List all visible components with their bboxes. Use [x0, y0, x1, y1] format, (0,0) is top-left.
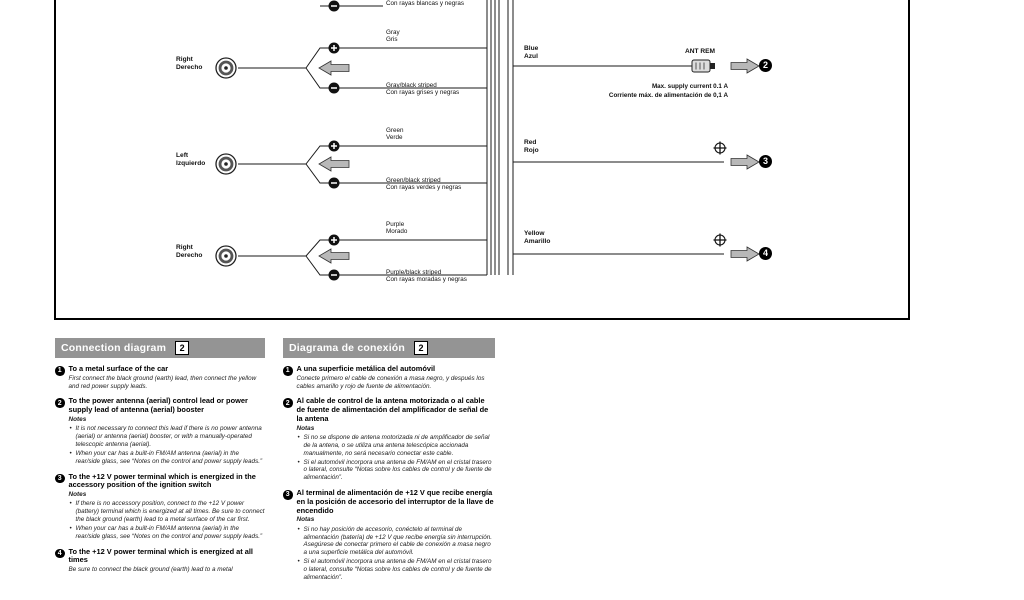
instruction-heading: To the +12 V power terminal which is energized at all times — [68, 546, 253, 565]
instruction-heading: To a metal surface of the car — [68, 364, 169, 373]
bullet-connector-icon — [714, 234, 727, 247]
instruction-item — [283, 489, 495, 582]
step-badge-4: 4 — [759, 247, 772, 260]
wire-name-en: Green/black striped — [386, 177, 441, 184]
wire-label-red — [524, 139, 539, 155]
right-arrow-icon — [731, 59, 759, 261]
wire-bundle — [487, 0, 513, 275]
note-bullet: • When your car has a built-in FM/AM antenna (aerial) in the rear/side glass, see “Notes on the control and power supply leads.” — [69, 525, 266, 541]
section-title: Diagrama de conexión — [289, 342, 406, 354]
wire-name-en: Gray/black striped — [386, 82, 437, 89]
ant-rem-connector-icon — [692, 60, 715, 72]
wire-name-en: Purple/black striped — [386, 269, 442, 276]
minus-terminal-icon — [329, 178, 340, 189]
minus-terminal-icon — [329, 270, 340, 281]
wire-name-es: Con rayas moradas y negras — [386, 276, 467, 284]
bullet-connector-icon — [714, 142, 727, 155]
note-bullet: • Si el automóvil incorpora una antena de FM/AM en el cristal trasero o lateral, consulte “Notas sobre los cables de control y de fuente de alimentación”. — [297, 459, 496, 483]
instruction-heading: Al cable de control de la antena motorizada o al cable de fuente de alimentación del amplificador de señal de la antena — [296, 396, 489, 423]
wiring-diagram-panel — [54, 0, 910, 320]
step-number-badge: 2 — [283, 398, 293, 408]
note-bullet: • It is not necessary to connect this lead if there is no power antenna (aerial) or antenna (aerial) booster, or with a manually-operated telescopic antenna (aerial). — [69, 425, 266, 449]
wire-name-en: Green — [386, 127, 404, 134]
instruction-item — [55, 397, 265, 465]
instruction-heading: To the +12 V power terminal which is energized in the accessory position of the ignition switch — [68, 471, 256, 490]
wire-name-es: Verde — [386, 134, 403, 142]
wire-name-es: Morado — [386, 228, 408, 236]
ant-rem-label: ANT REM — [685, 48, 716, 55]
wire-name-es: Rojo — [524, 147, 539, 155]
plus-terminal-icon — [329, 141, 340, 152]
instruction-body — [69, 365, 266, 390]
section-title: Connection diagram — [61, 342, 167, 354]
section-number-badge: 2 — [175, 341, 189, 355]
step-number-badge: 1 — [283, 366, 293, 376]
label-line-es: Izquierdo — [176, 160, 206, 168]
instruction-text: First connect the black ground (earth) lead, then connect the yellow and red power supply leads. — [68, 374, 257, 390]
minus-terminal-icon — [329, 1, 340, 12]
step-number-badge: 4 — [55, 549, 65, 559]
speaker-position-label — [176, 56, 202, 72]
speaker-position-label — [176, 152, 205, 168]
speaker-position-label — [176, 244, 202, 260]
wire-name-en: Purple — [386, 221, 405, 228]
wire-label-green — [386, 127, 404, 142]
instruction-heading: Al terminal de alimentación de +12 V que recibe energía en la posición de accesorio del interruptor de la llave de encendido — [296, 488, 494, 515]
wire-name-en: Red — [524, 139, 537, 146]
wire-name-es: Gris — [386, 36, 398, 44]
wire-name-es: Azul — [524, 53, 538, 61]
note-bullet: • Si no se dispone de antena motorizada ni de amplificador de señal de la antena, o se utiliza una antena telescópica accionada manualmente, no será necesario conectar este cable. — [297, 434, 496, 458]
label-line-en: Right — [176, 56, 193, 63]
label-line-es: Derecho — [176, 252, 203, 260]
instruction-text: Conecte primero el cable de conexión a masa negro, y después los cables amarillo y rojo de fuente de alimentación. — [296, 374, 485, 390]
notes-label: Notas — [296, 516, 315, 524]
wire-name-en: Yellow — [524, 230, 545, 237]
wire-name-en: Gray — [386, 29, 400, 36]
plus-terminal-icon — [329, 235, 340, 246]
wire-label-yellow — [524, 230, 550, 246]
note-bullet: • When your car has a built-in FM/AM antenna (aerial) in the rear/side glass, see “Notes on the control and power supply leads.” — [69, 450, 266, 466]
step-number-badge: 3 — [55, 474, 65, 484]
section-header-es — [283, 338, 495, 358]
note-bullet: • Si el automóvil incorpora una antena de FM/AM en el cristal trasero o lateral, consulte “Notas sobre los cables de control y de fuente de alimentación”. — [297, 558, 496, 582]
notes-label: Notes — [68, 415, 87, 423]
instruction-heading: To the power antenna (aerial) control lead or power supply lead of antenna (aerial) booster — [68, 396, 248, 415]
label-line-es: Derecho — [176, 64, 203, 72]
max-current-es: Corriente máx. de alimentación de 0,1 A — [608, 92, 728, 100]
plus-terminal-icon — [329, 43, 340, 54]
section-spanish — [283, 338, 495, 582]
step-badge-2: 2 — [759, 59, 772, 72]
wire-label-green-black — [386, 177, 461, 192]
instruction-item — [283, 397, 495, 482]
max-current-note — [476, 82, 728, 101]
wire-label-white-black-striped: Con rayas blancas y negras — [386, 0, 465, 7]
section-number-badge: 2 — [414, 341, 428, 355]
wire-name-es: Con rayas grises y negras — [386, 89, 460, 97]
instruction-body — [69, 473, 266, 541]
step-badge-3: 3 — [759, 155, 772, 168]
instruction-item — [55, 548, 265, 574]
step-number-badge: 2 — [55, 398, 65, 408]
instruction-item — [283, 365, 495, 390]
wire-name-es: Con rayas verdes y negras — [386, 184, 462, 192]
section-english — [55, 338, 265, 574]
note-bullet: • Si no hay posición de accesorio, conéctelo al terminal de alimentación (batería) de +12 V que recibe energía sin interrupción. Asegúrese de conectar primero el cable de conexión a masa negro a una superficie metálica del automóvil. — [297, 526, 496, 557]
max-current-en: Max. supply current 0.1 A — [651, 83, 728, 90]
instruction-body — [69, 548, 266, 574]
instruction-body — [297, 365, 496, 390]
notes-label: Notas — [296, 424, 315, 432]
minus-terminal-icon — [329, 83, 340, 94]
notes-label: Notes — [68, 491, 87, 499]
label-line-en: Right — [176, 244, 193, 251]
instruction-text: Be sure to connect the black ground (earth) lead to a metal — [68, 566, 233, 574]
instruction-body — [297, 489, 496, 582]
wire-label-gray — [386, 29, 400, 44]
instruction-heading: A una superficie metálica del automóvil — [296, 364, 436, 373]
wire-name-en: Blue — [524, 45, 539, 52]
step-number-badge: 1 — [55, 366, 65, 376]
section-header-en — [55, 338, 265, 358]
note-bullet: • If there is no accessory position, connect to the +12 V power (battery) terminal which is energized at all times. Be sure to connect the black ground (earth) lead to a metal surface of the car first. — [69, 500, 266, 524]
instruction-body — [297, 397, 496, 482]
instruction-item — [55, 473, 265, 541]
wire-label-blue — [524, 45, 538, 61]
speaker-icon — [216, 246, 236, 266]
wire-label-purple — [386, 221, 407, 236]
instruction-item — [55, 365, 265, 390]
speaker-icon — [216, 154, 236, 174]
speaker-icon — [216, 58, 236, 78]
label-line-en: Left — [176, 152, 189, 159]
wire-label-purple-black — [386, 269, 467, 284]
step-number-badge: 3 — [283, 490, 293, 500]
wire-label-gray-black — [386, 82, 459, 97]
wire-lines — [238, 6, 724, 275]
wire-name-es: Amarillo — [524, 238, 551, 246]
instruction-body — [69, 397, 266, 465]
